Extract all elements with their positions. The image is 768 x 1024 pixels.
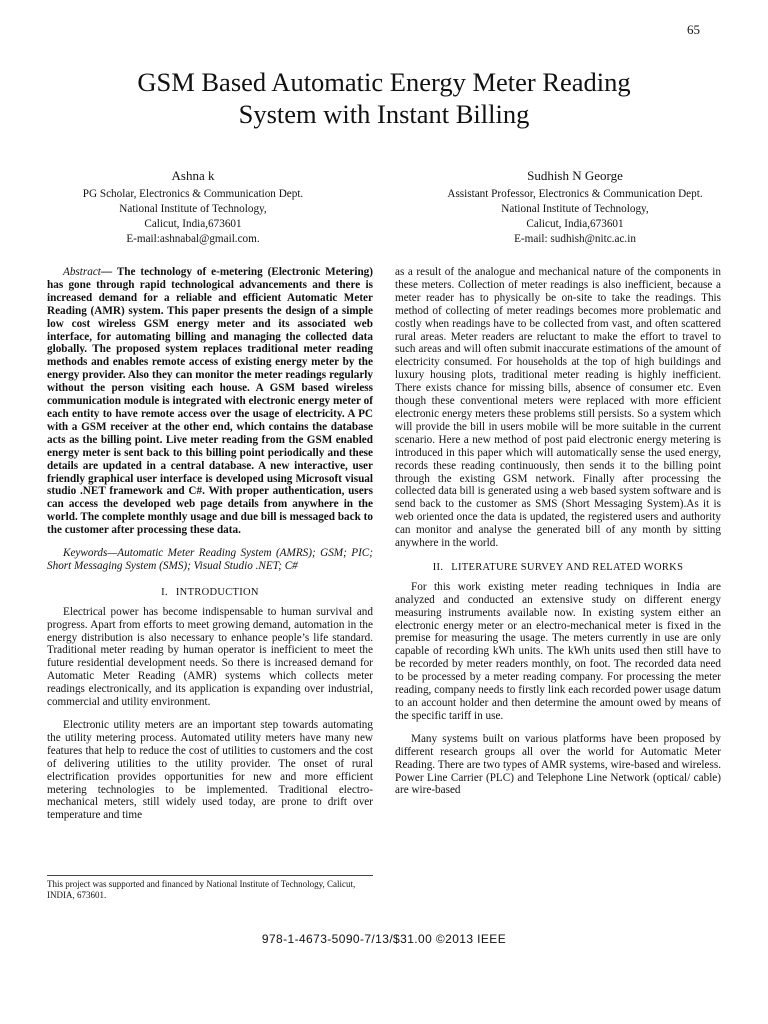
right-column <box>395 266 721 807</box>
author-name: Sudhish N George <box>527 168 623 183</box>
page-number: 65 <box>687 22 700 37</box>
author-block-1 <box>28 168 358 247</box>
author-location: Calicut, India,673601 <box>144 218 242 230</box>
abstract-label: Abstract <box>63 266 101 278</box>
paragraph: Many systems built on various platforms have been proposed by different research groups all over the world for Automatic Meter Reading. There are two types of AMR systems, wire-based and wireless. Power Line Carrier (PLC) and Telephone Line Network (optical/ cable) are wire-based <box>395 732 721 797</box>
title-line-2: System with Instant Billing <box>238 99 530 129</box>
author-location: Calicut, India,673601 <box>526 218 624 230</box>
title-line-1: GSM Based Automatic Energy Meter Reading <box>137 67 631 97</box>
author-block-2 <box>410 168 740 247</box>
paragraph: For this work existing meter reading techniques in India are analyzed and conducted an extensive study on different energy measuring instruments available now. In existing system either an electronic energy meter or an electro-mechanical meter is fixed in the premise for measuring the usage. The meters currently in use are only capable of recording kWh units. The kWh units used then still have to be recorded by meter readers monthly, on foot. The recorded data need to be processed by a meter reading company. For processing the meter reading, company needs to firstly link each recorded power usage datum to an account holder and then determine the amount owed by means of the specific tariff in use. <box>395 580 721 722</box>
author-position: Assistant Professor, Electronics & Communication Dept. <box>447 188 703 200</box>
section-heading-introduction <box>47 587 373 600</box>
paragraph: Electrical power has become indispensable to human survival and progress. Apart from efforts to meet growing demand, automation in the energy distribution is also necessary to enhance people’s life standard. Traditional meter reading by human operator is inefficient to meet the future residential development needs. So there is increased demand for Automatic Meter Reading (AMR) systems which collects meter readings electronically, and its application is expanding over industrial, commercial and utility environment. <box>47 605 373 709</box>
section-title: INTRODUCTION <box>175 586 259 598</box>
left-column <box>47 266 373 832</box>
author-email: E-mail: sudhish@nitc.ac.in <box>514 233 636 245</box>
paragraph: Electronic utility meters are an important step towards automating the utility metering process. Automated utility meters have many new features that help to reduce the cost of utilities to customers and the cost of delivering utilities to the utility provider. The onset of rural electrification provides opportunities for new and more efficient metering technologies to be implemented. Traditional electro-mechanical meters, still widely used today, are prone to drift over temperature and time <box>47 719 373 822</box>
section-heading-literature-survey <box>395 562 721 575</box>
author-email: E-mail:ashnabal@gmail.com. <box>126 233 260 245</box>
abstract <box>47 266 373 537</box>
author-institution: National Institute of Technology, <box>119 203 267 215</box>
keywords: Keywords—Automatic Meter Reading System (AMRS); GSM; PIC; Short Messaging System (SMS); Visual Studio .NET; C# <box>47 547 373 572</box>
paper-title <box>40 66 728 130</box>
author-position: PG Scholar, Electronics & Communication Dept. <box>82 188 304 200</box>
section-title: LITERATURE SURVEY AND RELATED WORKS <box>451 561 684 573</box>
copyright-footer: 978-1-4673-5090-7/13/$31.00 ©2013 IEEE <box>261 932 507 946</box>
paragraph-continuation: as a result of the analogue and mechanical nature of the components in these meters. Collection of meter readings is also inefficient, because a meter reader has to physically be on-site to take the readings. This method of collecting of meter readings becomes more problematic and costly when readings have to be collected from vast, and often scattered rural areas. Meter readers are reluctant to make the effort to travel to such areas and will often submit inaccurate estimations of the amount of electricity consumed. For households at the top of high buildings and luxury housing plots, traditional meter reading is highly inefficient. There exists chance for missing bills, absence of consumer etc. Even though these conventional meters were replaced with more efficient electronic energy meters these problems still persists. So a system which will provide the bill in users mobile will be more suitable in the current scenario. Here a new method of post paid electronic energy metering is introduced in this paper which will automatically sense the used energy, records these reading continuously, then sends it to the billing point through the existing GSM network. Finally after processing the collected data bill is generated using a web based system software and is send back to the customer as SMS (Short Messaging System).As it is web oriented once the data is updated, the registered users and authority can monitor and analyse the generated bill of any month by sitting anywhere in the world. <box>395 266 721 550</box>
abstract-text: — The technology of e-metering (Electronic Metering) has gone through rapid technological advancements and there is increased demand for a reliable and efficient Automatic Meter Reading (AMR) system. This paper presents the design of a simple low cost wireless GSM energy meter and its associated web interface, for automating billing and managing the collected data globally. The proposed system replaces traditional meter reading methods and enables remote access of existing energy meter by the energy provider. Also they can monitor the meter readings regularly without the person visiting each house. A GSM based wireless communication module is integrated with electronic energy meter of each entity to have remote access over the usage of electricity. A PC with a GSM receiver at the other end, which contains the database acts as the billing point. Live meter reading from the GSM enabled energy meter is sent back to this billing point periodically and these details are updated in a central database. A new interactive, user friendly graphical user interface is developed using Microsoft visual studio .NET framework and C#. With proper authentication, users can access the developed web page details from anywhere in the world. The complete monthly usage and due bill is messaged back to the customer after processing these data. <box>47 266 373 537</box>
section-number: I. <box>161 586 168 598</box>
section-number: II. <box>432 561 444 573</box>
author-name: Ashna k <box>171 168 215 183</box>
footnote: This project was supported and financed by National Institute of Technology, Calicut, INDIA, 673601. <box>47 875 373 901</box>
author-institution: National Institute of Technology, <box>501 203 649 215</box>
